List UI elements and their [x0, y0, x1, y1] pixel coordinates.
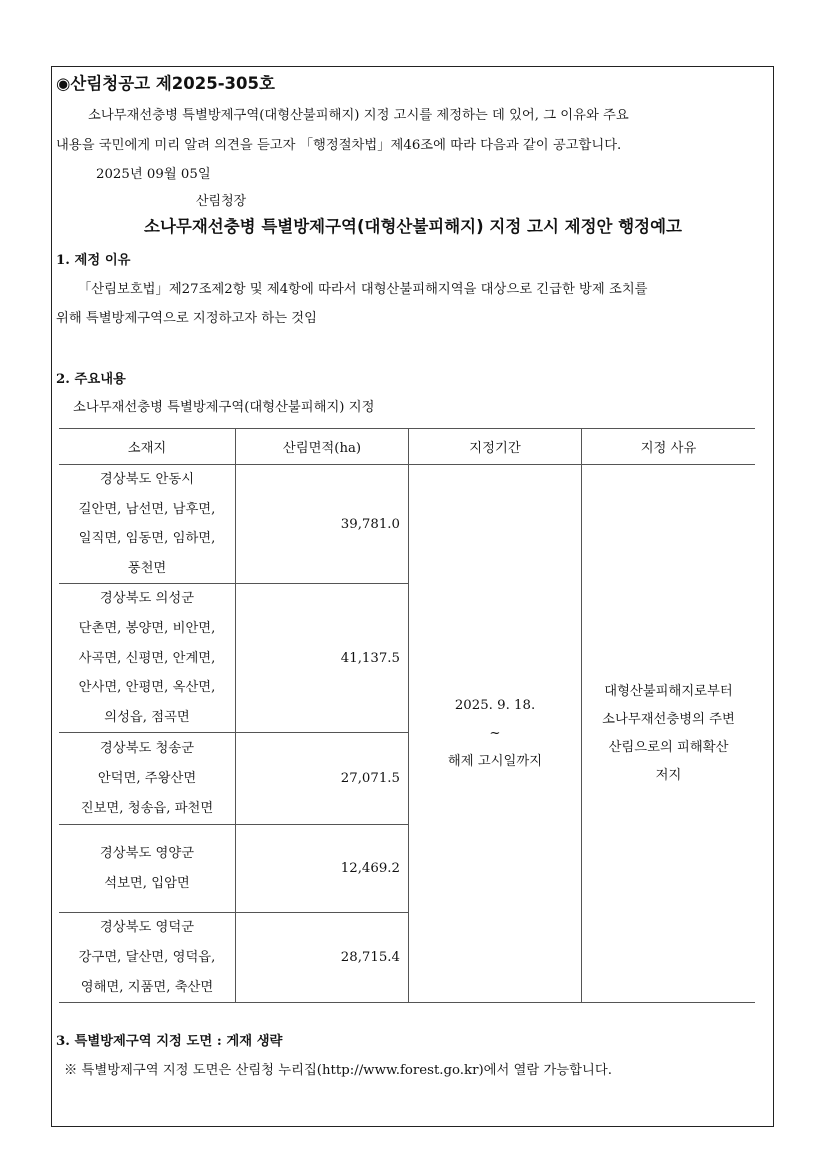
reason-line: 소나무재선충병의 주변 [602, 711, 735, 727]
forest-area-cell: 27,071.5 [236, 733, 409, 825]
location-line: 경상북도 청송군 [99, 741, 195, 757]
location-line: 경상북도 의성군 [99, 591, 195, 607]
location-line: 안사면, 안평면, 옥산면, [78, 680, 216, 696]
table-header-row [59, 429, 755, 465]
forest-area-cell: 39,781.0 [236, 465, 409, 584]
forest-area-cell: 12,469.2 [236, 825, 409, 913]
header-period: 지정기간 [409, 429, 582, 465]
location-line: 경상북도 영덕군 [99, 920, 195, 936]
location-line: 단촌면, 봉양면, 비안면, [78, 620, 216, 636]
location-line: 안덕면, 주왕산면 [97, 771, 197, 787]
section-1-heading: 1. 제정 이유 [56, 253, 131, 268]
notice-date: 2025년 09월 05일 [96, 167, 211, 182]
location-line: 진보면, 청송읍, 파천면 [80, 800, 214, 816]
period-end: 해제 고시일까지 [447, 753, 543, 769]
forest-area-cell: 41,137.5 [236, 584, 409, 733]
location-cell [59, 733, 236, 825]
main-title: 소나무재선충병 특별방제구역(대형산불피해지) 지정 고시 제정안 행정예고 [144, 217, 682, 236]
intro-line-2: 내용을 국민에게 미리 알려 의견을 듣고자 「행정절차법」제46조에 따라 다음과 같이 공고합니다. [56, 138, 622, 153]
location-line: 의성읍, 점곡면 [104, 709, 190, 725]
location-line: 경상북도 영양군 [99, 846, 195, 862]
location-line: 경상북도 안동시 [99, 472, 195, 487]
location-cell [59, 825, 236, 913]
reason-cell [582, 465, 756, 1003]
header-location: 소재지 [59, 429, 236, 465]
section-3-heading: 3. 특별방제구역 지정 도면 : 게재 생략 [56, 1034, 283, 1049]
location-cell [59, 913, 236, 1003]
period-cell [409, 465, 582, 1003]
reason-line: 대형산불피해지로부터 [604, 683, 733, 699]
section-3-note: ※ 특별방제구역 지정 도면은 산림청 누리집(http://www.forest.go.kr)에서 열람 가능합니다. [64, 1063, 612, 1078]
section-1-body-line-1: 「산림보호법」제27조제2항 및 제4항에 따라서 대형산불피해지역을 대상으로 긴급한 방제 조치를 [78, 282, 648, 297]
reason-line: 저지 [655, 767, 682, 783]
period-start: 2025. 9. 18. [454, 697, 536, 713]
reason-line: 산림으로의 피해확산 [608, 739, 729, 755]
location-line: 강구면, 달산면, 영덕읍, [78, 949, 216, 965]
period-tilde: ~ [489, 725, 501, 741]
intro-line-1: 소나무재선충병 특별방제구역(대형산불피해지) 지정 고시를 제정하는 데 있어, 그 이유와 주요 [88, 108, 629, 123]
header-forest-area: 산림면적(ha) [236, 429, 409, 465]
notice-issuer: 산림청장 [196, 194, 247, 209]
location-cell [59, 465, 236, 584]
location-line: 풍천면 [127, 560, 167, 576]
location-line: 길안면, 남선면, 남후면, [78, 501, 216, 517]
section-1-body-line-2: 위해 특별방제구역으로 지정하고자 하는 것임 [56, 311, 317, 326]
section-2-subheading: 소나무재선충병 특별방제구역(대형산불피해지) 지정 [73, 400, 375, 415]
location-line: 석보면, 입암면 [104, 875, 190, 891]
location-line: 사곡면, 신평면, 안계면, [78, 650, 216, 666]
location-line: 일직면, 임동면, 임하면, [78, 531, 216, 547]
table-row [59, 465, 755, 584]
location-line: 영해면, 지품면, 축산면 [80, 979, 214, 995]
designation-table [59, 428, 755, 1003]
notice-number-title: ◉산림청공고 제2025-305호 [56, 74, 275, 93]
section-2-heading: 2. 주요내용 [56, 372, 126, 387]
header-reason: 지정 사유 [582, 429, 756, 465]
location-cell [59, 584, 236, 733]
forest-area-cell: 28,715.4 [236, 913, 409, 1003]
